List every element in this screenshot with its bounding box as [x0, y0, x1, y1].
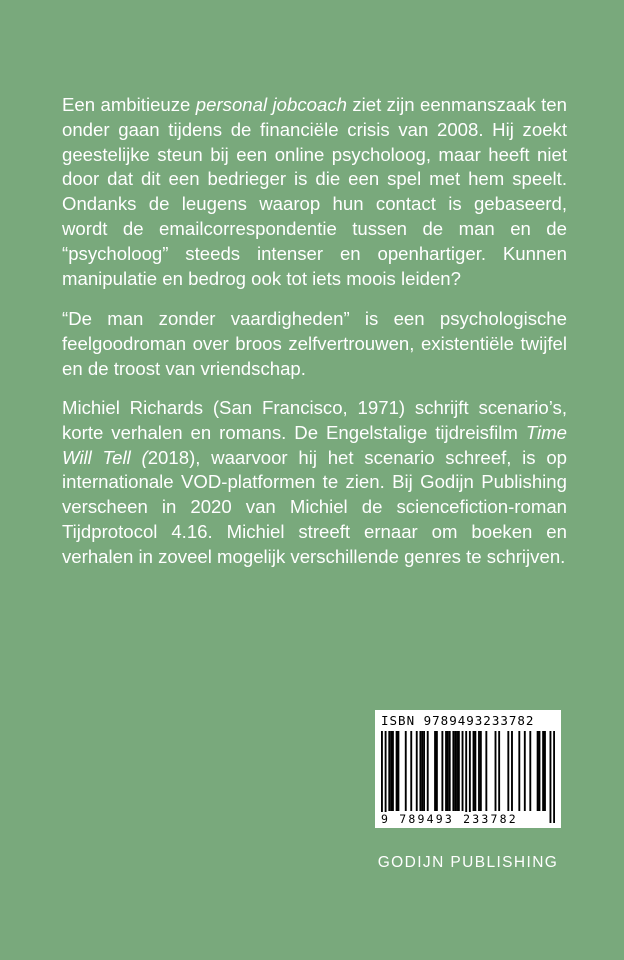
barcode-bar	[465, 731, 467, 823]
text-run-italic: Time Will Tell (	[62, 421, 567, 468]
barcode-bar	[385, 731, 387, 823]
barcode-bar	[544, 731, 546, 811]
author-bio-paragraph	[62, 396, 567, 570]
barcode-bar	[469, 731, 471, 823]
text-run-italic: personal jobcoach	[195, 94, 347, 115]
barcode-bar	[478, 731, 480, 811]
publisher-name: GODIJN PUBLISHING	[377, 854, 559, 871]
barcode-bar	[473, 731, 475, 811]
isbn-barcode	[375, 710, 561, 828]
barcode-bar	[436, 731, 438, 811]
barcode-bar	[388, 731, 390, 811]
barcode-bar	[447, 731, 449, 811]
barcode-bar	[452, 731, 454, 811]
text-run: Michiel Richards (San Francisco, 1971) schrijft scenario’s, korte verhalen en romans. De Engelstalige tijdreisfilm	[62, 397, 567, 443]
barcode-bar	[456, 731, 458, 811]
barcode-bar	[396, 731, 398, 811]
barcode-bar	[553, 731, 555, 823]
text-run: “De man zonder vaardigheden” is een psychologische feelgoodroman over broos zelfvertrouwen, existentiële twijfel en de troost van vriendschap.	[62, 308, 567, 379]
barcode-bars	[381, 731, 555, 823]
barcode-bar	[462, 731, 464, 811]
barcode-bar	[542, 731, 544, 811]
barcode-bar	[419, 731, 421, 811]
barcode-bar	[410, 731, 412, 811]
barcode-bar	[524, 731, 526, 811]
barcode-bar	[445, 731, 447, 811]
barcode-bar	[423, 731, 425, 811]
barcode-bar	[441, 731, 443, 811]
barcode-bar	[454, 731, 456, 811]
text-run: 2018), waarvoor hij het scenario schreef, is op internationale VOD-platformen te zien. Bij Godijn Publishing verscheen in 2020 van Michiel de sciencefiction-roman Tijdprotocol 4.16. Michiel streeft ernaar om boeken en verhalen in zoveel mogelijk verschillende genres te schrijven.	[62, 446, 568, 567]
barcode-bar	[498, 731, 500, 811]
barcode-digits: 9 789493 233782	[381, 812, 518, 826]
blurb-paragraph-1	[62, 93, 567, 291]
barcode-bar	[550, 731, 552, 823]
barcode-bar	[518, 731, 520, 811]
barcode-bar	[381, 731, 383, 823]
barcode-bar	[537, 731, 539, 811]
barcode-bar	[416, 731, 418, 811]
text-run: Een ambitieuze	[62, 94, 196, 115]
barcode-bar	[539, 731, 541, 811]
text-run: ziet zijn eenmanszaak ten onder gaan tijdens de financiële crisis van 2008. Hij zoekt geestelijke steun bij een online psycholoog, maar heeft niet door dat dit een bedrieger is die een spel met hem speelt. Ondanks de leugens waarop hun contact is gebaseerd, wordt de emailcorrespondentie tussen de man en de “psycholoog” steeds intenser en openhartiger. Kunnen manipulatie en bedrog ook tot iets moois leiden?	[62, 94, 567, 289]
isbn-label: ISBN 9789493233782	[381, 713, 535, 728]
blurb-paragraph-2	[62, 307, 567, 381]
barcode-bar	[392, 731, 394, 811]
barcode-bar	[458, 731, 460, 811]
barcode-bar	[421, 731, 423, 811]
barcode-bar	[427, 731, 429, 811]
barcode-bar	[434, 731, 436, 811]
barcode-bar	[511, 731, 513, 811]
barcode-bar	[495, 731, 497, 811]
barcode-bar	[507, 731, 509, 811]
barcode-bar	[529, 731, 531, 811]
barcode-bar	[449, 731, 451, 811]
barcode-bar	[405, 731, 407, 811]
barcode-bar	[474, 731, 476, 811]
barcode-bar	[485, 731, 487, 811]
barcode-bar	[397, 731, 399, 811]
barcode-bar	[390, 731, 392, 811]
barcode-bar	[480, 731, 482, 811]
